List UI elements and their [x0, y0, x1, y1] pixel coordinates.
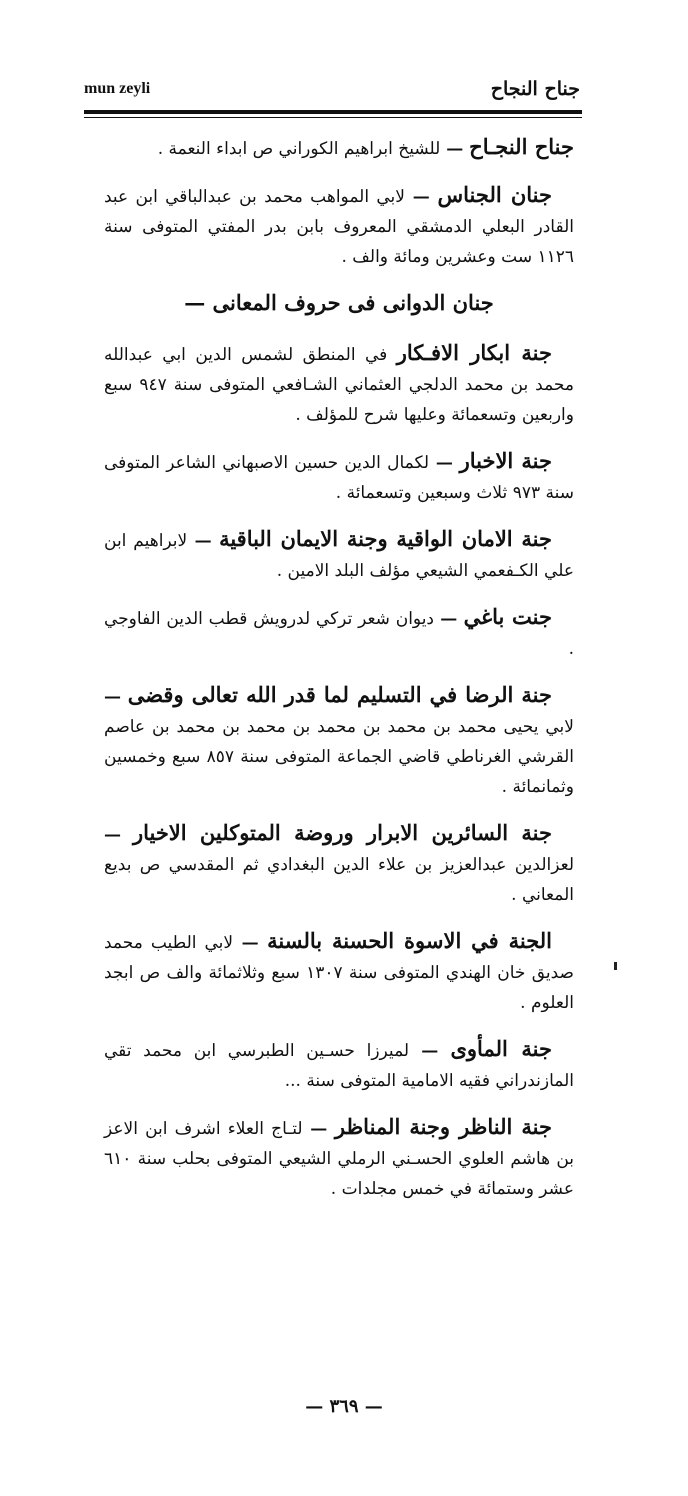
entry-headword: جنان الجناس	[437, 182, 552, 207]
page-header	[84, 78, 580, 106]
page-number: — ٣٦٩ —	[305, 1396, 383, 1417]
entry-text: لابراهيم ابن علي الكـفعمي الشيعي مؤلف البلد الامين .	[104, 531, 574, 581]
entry-headword: جنة الامان الواقية وجنة الايمان الباقية	[219, 526, 553, 551]
header-rule-thick	[84, 110, 582, 114]
entry-headword: جناح النجـاح	[469, 134, 574, 159]
latin-header-text: mun zeyli	[84, 80, 151, 97]
entry-text: لابي الطيب محمد صديق خان الهندي المتوفى سنة ١٣٠٧ سبع وثلاثمائة والف ص ابجد العلوم .	[104, 933, 574, 1013]
entry-headword: جنان الدوانى فى حروف المعانى	[212, 290, 494, 315]
entry-headword: جنة السائرين الابرار وروضة المتوكلين الاخيار	[132, 820, 552, 845]
entry	[104, 338, 574, 430]
header-rule-thin	[84, 117, 582, 118]
entry: جناح النجـاح — للشيخ ابراهيم الكوراني ص ابداء النعمة .	[157, 134, 574, 159]
entry-text: لعزالدين عبدالعزيز بن علاء الدين البغدادي ثم المقدسي ص بديع المعاني .	[104, 855, 574, 905]
entry-text: لميرزا حسـين الطبرسي ابن محمد تقي المازندراني فقيه الامامية المتوفى سنة ...	[104, 1041, 574, 1091]
entry-text: لابي المواهب محمد بن عبدالباقي ابن عبد القادر البعلي الدمشقي المعروف بابن بدر المفتي المتوفى سنة ١١٢٦ ست وعشرين ومائة والف .	[104, 187, 574, 267]
entry-text: ديوان شعر تركي لدرويش قطب الدين الفاوجي .	[104, 609, 574, 659]
margin-mark	[614, 962, 617, 970]
entry-headword: جنت باغي	[463, 604, 552, 629]
entry: جنان الدوانى فى حروف المعانى —	[184, 290, 494, 315]
entry-headword: الجنة في الاسوة الحسنة بالسنة	[267, 928, 553, 953]
entry-headword: جنة الاخبار	[459, 448, 552, 473]
entry-headword: جنة ابكار الافـكار	[396, 340, 552, 365]
entry: جنة الاخبار — لكمال الدين حسين الاصبهاني الشاعر المتوفى سنة ٩٧٣ ثلاث وسبعين وتسعمائة .	[104, 448, 574, 503]
entry: جنة المأوى — لميرزا حسـين الطبرسي ابن محمد تقي المازندراني فقيه الامامية المتوفى سنة ...	[104, 1036, 574, 1091]
entry-text: لتـاج العلاء اشرف ابن الاعز بن هاشم العلوي الحسـني الرملي الشيعي المتوفى بحلب سنة ٦١٠ عشر وستمائة في خمس مجلدات .	[104, 1119, 574, 1199]
entry: جنة الرضا في التسليم لما قدر الله تعالى وقضى — لابي يحيى محمد بن محمد بن محمد بن محمد بن محمد بن عاصم القرشي الغرناطي قاضي الجماعة المتوفى سنة ٨٥٧ سبع وخمسين وثمانمائة .	[104, 682, 575, 797]
entry-text: لابي يحيى محمد بن محمد بن محمد بن محمد بن محمد بن عاصم القرشي الغرناطي قاضي الجماعة المتوفى سنة ٨٥٧ سبع وخمسين وثمانمائة .	[104, 717, 575, 797]
entry-text: للشيخ ابراهيم الكوراني ص ابداء النعمة .	[157, 139, 441, 159]
entry: جنة السائرين الابرار وروضة المتوكلين الاخيار — لعزالدين عبدالعزيز بن علاء الدين البغدادي ثم المقدسي ص بديع المعاني .	[104, 820, 574, 905]
entry: جنان الجناس — لابي المواهب محمد بن عبدالباقي ابن عبد القادر البعلي الدمشقي المعروف بابن بدر المفتي المتوفى سنة ١١٢٦ ست وعشرين ومائة والف .	[104, 182, 574, 267]
entry: جنة الامان الواقية وجنة الايمان الباقية — لابراهيم ابن علي الكـفعمي الشيعي مؤلف البلد الامين .	[104, 526, 574, 581]
entries-body	[104, 132, 574, 1220]
entry: جنت باغي — ديوان شعر تركي لدرويش قطب الدين الفاوجي .	[104, 604, 574, 659]
entry: الجنة في الاسوة الحسنة بالسنة — لابي الطيب محمد صديق خان الهندي المتوفى سنة ١٣٠٧ سبع وثلاثمائة والف ص ابجد العلوم .	[104, 928, 574, 1013]
entry-text: في المنطق لشمس الدين ابي عبدالله محمد بن محمد الدلجي العثماني الشـافعي المتوفى سنة ٩٤٧ سبع واربعين وتسعمائة وعليها شرح للمؤلف .	[104, 345, 574, 425]
entry: جنة الناظر وجنة المناظر — لتـاج العلاء اشرف ابن الاعز بن هاشم العلوي الحسـني الرملي الشيعي المتوفى بحلب سنة ٦١٠ عشر وستمائة في خمس مجلدات .	[104, 1114, 574, 1199]
entry-headword: جنة المأوى	[450, 1036, 552, 1061]
entry-headword: جنة الرضا في التسليم لما قدر الله تعالى وقضى	[127, 682, 553, 707]
entry-text: لكمال الدين حسين الاصبهاني الشاعر المتوفى سنة ٩٧٣ ثلاث وسبعين وتسعمائة .	[104, 453, 574, 503]
entry-headword: جنة الناظر وجنة المناظر	[334, 1114, 552, 1139]
running-head: جناح النجاح	[490, 78, 580, 100]
